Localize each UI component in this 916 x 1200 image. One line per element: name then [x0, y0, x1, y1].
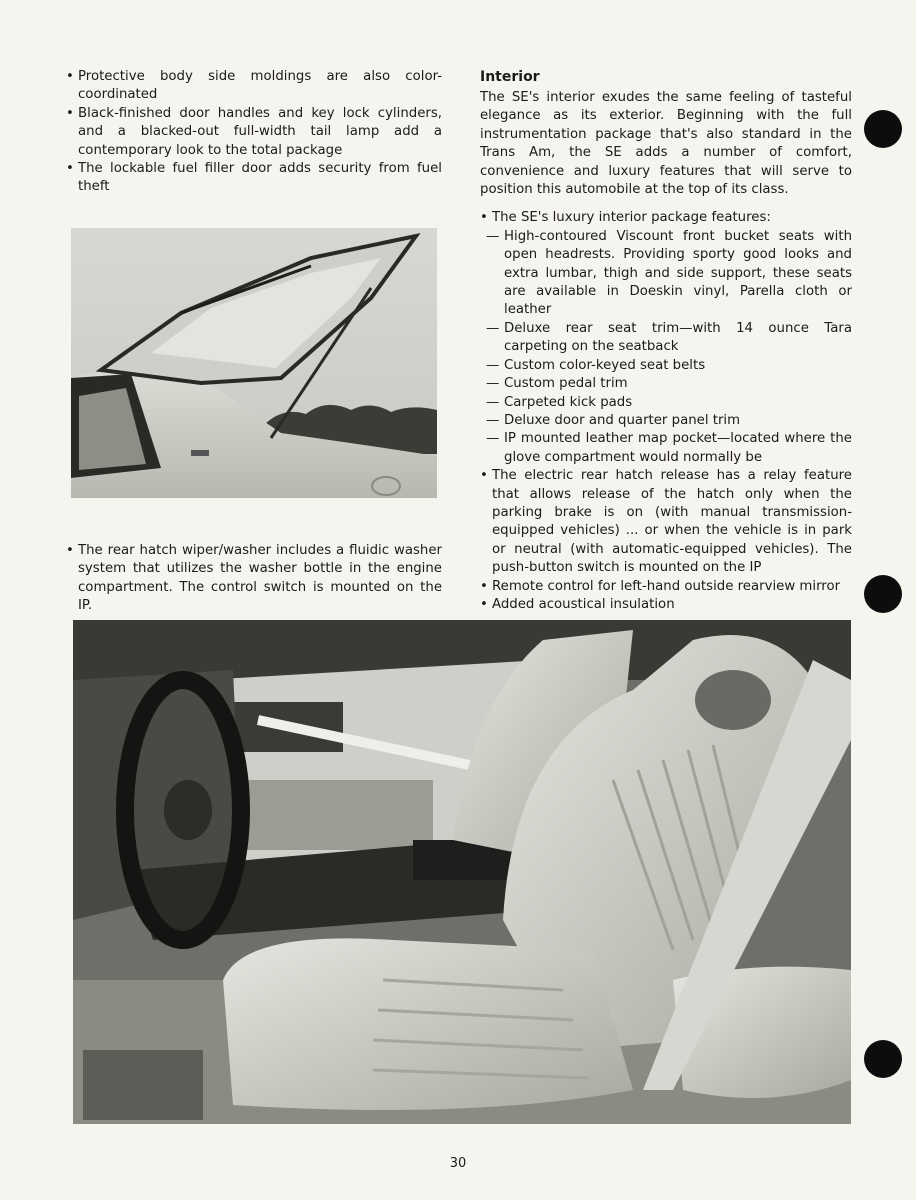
bullet-acoustical-insulation: • Added acoustical insulation: [480, 596, 852, 614]
bullet-body-moldings: • Protective body side moldings are also color-coordinated: [66, 68, 442, 105]
package-item-map-pocket: — IP mounted leather map pocket—located where the glove compartment would normally be: [480, 430, 852, 467]
interior-intro: The SE's interior exudes the same feeling of tasteful elegance as its exterior. Beginning with the full instrumentation package that's also standard in the Trans Am, the SE adds a number of comfort, convenience and luxury features that will serve to position this automobile at the top of its class.: [480, 90, 852, 198]
package-item-kick-pads: — Carpeted kick pads: [480, 394, 852, 412]
binder-hole-top: [864, 110, 902, 148]
left-column-bullets: [66, 68, 442, 197]
binder-hole-bottom: [864, 1040, 902, 1078]
bullet-wiper-washer: • The rear hatch wiper/washer includes a fluidic washer system that utilizes the washer bottle in the engine compartment. The control switch is mounted on the IP.: [66, 542, 442, 616]
bullet-remote-mirror: • Remote control for left-hand outside rearview mirror: [480, 578, 852, 596]
package-item-rear-seat-trim: — Deluxe rear seat trim—with 14 ounce Tara carpeting on the seatback: [480, 320, 852, 357]
interior-heading: Interior: [480, 69, 540, 85]
package-item-seat-belts: — Custom color-keyed seat belts: [480, 357, 852, 375]
bullet-package-lead: • The SE's luxury interior package features:: [480, 209, 852, 227]
rear-hatch-photo: [71, 228, 437, 498]
bullet-fuel-door: • The lockable fuel filler door adds security from fuel theft: [66, 160, 442, 197]
package-item-pedal-trim: — Custom pedal trim: [480, 375, 852, 393]
interior-section: [480, 68, 852, 614]
package-item-bucket-seats: — High-contoured Viscount front bucket seats with open headrests. Providing sporty good looks and extra lumbar, thigh and side support, these seats are available in Doeskin vinyl, Parella cloth or leather: [480, 228, 852, 320]
binder-hole-middle: [864, 575, 902, 613]
wiper-washer-section: [66, 542, 442, 616]
bullet-door-handles: • Black-finished door handles and key lock cylinders, and a blacked-out full-width tail lamp add a contemporary look to the total package: [66, 105, 442, 160]
bullet-hatch-release: • The electric rear hatch release has a relay feature that allows release of the hatch only when the parking brake is on (with manual transmission-equipped vehicles) ... or when the vehicle is in park or neutral (with automatic-equipped vehicles). The push-button switch is mounted on the IP: [480, 467, 852, 577]
interior-seats-photo: [73, 620, 851, 1124]
package-item-door-trim: — Deluxe door and quarter panel trim: [480, 412, 852, 430]
page-number: 30: [449, 1156, 467, 1171]
